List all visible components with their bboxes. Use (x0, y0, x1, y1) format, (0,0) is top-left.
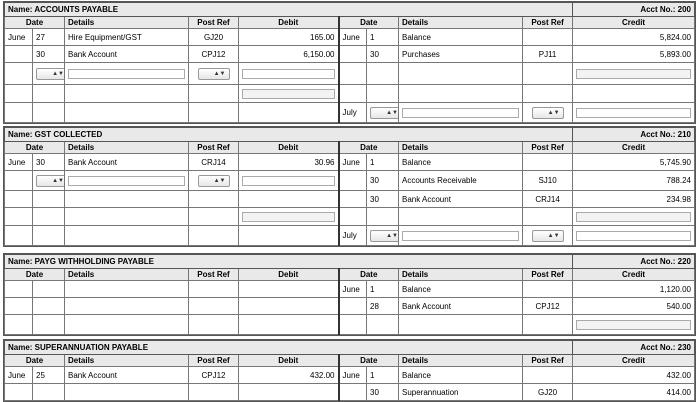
entry-details: Balance (399, 281, 523, 298)
entry-month: June (5, 29, 33, 46)
post-ref-select[interactable] (532, 230, 564, 242)
ledger-gst-collected (3, 126, 696, 247)
ledger-name: Name: SUPERANNUATION PAYABLE (5, 341, 573, 355)
debit-total-input[interactable] (242, 89, 335, 99)
col-post-ref: Post Ref (189, 17, 239, 29)
credit-input[interactable] (576, 231, 691, 241)
entry-ref: PJ11 (523, 46, 573, 63)
entry-debit: 432.00 (239, 367, 339, 384)
day-select[interactable] (370, 107, 399, 119)
table-row (5, 29, 695, 46)
entry-day: 1 (367, 29, 399, 46)
entry-day: 25 (33, 367, 65, 384)
post-ref-select[interactable] (532, 107, 564, 119)
select-arrows-icon: ▲▼ (52, 177, 64, 184)
select-arrows-icon: ▲▼ (213, 70, 226, 77)
table-row (5, 298, 695, 315)
col-post-ref: Post Ref (523, 17, 573, 29)
col-details: Details (65, 17, 189, 29)
table-row (5, 171, 695, 191)
ledger-superannuation-payable (3, 339, 696, 402)
ledger-name: Name: GST COLLECTED (5, 128, 573, 142)
entry-day: 30 (33, 154, 65, 171)
entry-ref (523, 281, 573, 298)
select-arrows-icon: ▲▼ (213, 177, 226, 184)
col-details: Details (399, 17, 523, 29)
col-credit: Credit (573, 142, 695, 154)
table-row (5, 281, 695, 298)
debit-input[interactable] (242, 176, 335, 186)
entry-ref (523, 154, 573, 171)
ledger-payg-withholding-payable (3, 253, 696, 336)
entry-ref: SJ10 (523, 171, 573, 191)
entry-credit: 5,745.90 (573, 154, 695, 171)
col-debit: Debit (239, 17, 339, 29)
col-date: Date (339, 269, 399, 281)
table-row (5, 384, 695, 401)
entry-day: 28 (367, 298, 399, 315)
entry-day: 30 (367, 191, 399, 208)
col-debit: Debit (239, 355, 339, 367)
select-arrows-icon: ▲▼ (386, 232, 398, 239)
details-input[interactable] (402, 231, 519, 241)
entry-month: July (339, 103, 367, 123)
entry-debit: 165.00 (239, 29, 339, 46)
entry-ref: GJ20 (523, 384, 573, 401)
entry-day: 1 (367, 367, 399, 384)
col-details: Details (65, 269, 189, 281)
ledger-name: Name: PAYG WITHHOLDING PAYABLE (5, 255, 573, 269)
entry-month (339, 46, 367, 63)
col-post-ref: Post Ref (523, 355, 573, 367)
entry-details: Bank Account (399, 191, 523, 208)
entry-month: June (339, 154, 367, 171)
entry-credit: 5,893.00 (573, 46, 695, 63)
col-post-ref: Post Ref (189, 355, 239, 367)
entry-details: Bank Account (65, 46, 189, 63)
acct-number: Acct No.: 210 (573, 128, 695, 142)
col-date: Date (339, 142, 399, 154)
col-post-ref: Post Ref (189, 142, 239, 154)
select-arrows-icon: ▲▼ (547, 232, 560, 239)
entry-details: Balance (399, 29, 523, 46)
details-input[interactable] (68, 176, 185, 186)
entry-month: June (5, 367, 33, 384)
select-arrows-icon: ▲▼ (52, 70, 64, 77)
entry-day: 1 (367, 154, 399, 171)
debit-total-input[interactable] (242, 212, 335, 222)
entry-day: 30 (367, 171, 399, 191)
entry-month: June (5, 154, 33, 171)
entry-details: Balance (399, 367, 523, 384)
entry-details: Hire Equipment/GST (65, 29, 189, 46)
entry-credit: 414.00 (573, 384, 695, 401)
col-credit: Credit (573, 17, 695, 29)
entry-debit: 30.96 (239, 154, 339, 171)
entry-credit: 234.98 (573, 191, 695, 208)
entry-debit: 6,150.00 (239, 46, 339, 63)
credit-total-input[interactable] (576, 212, 691, 222)
day-select[interactable] (36, 175, 65, 187)
entry-credit: 5,824.00 (573, 29, 695, 46)
entry-ref: GJ20 (189, 29, 239, 46)
entry-month: July (339, 226, 367, 246)
entry-month: June (339, 281, 367, 298)
entry-day: 30 (367, 384, 399, 401)
entry-details: Bank Account (65, 367, 189, 384)
day-select[interactable] (370, 230, 399, 242)
entry-credit: 1,120.00 (573, 281, 695, 298)
col-date: Date (5, 17, 65, 29)
entry-details: Superannuation (399, 384, 523, 401)
details-input[interactable] (68, 69, 185, 79)
table-row (5, 367, 695, 384)
acct-number: Acct No.: 230 (573, 341, 695, 355)
entry-ref: CPJ12 (189, 46, 239, 63)
entry-credit: 788.24 (573, 171, 695, 191)
entry-details: Bank Account (65, 154, 189, 171)
col-details: Details (399, 142, 523, 154)
entry-credit: 540.00 (573, 298, 695, 315)
entry-details: Balance (399, 154, 523, 171)
table-row (5, 46, 695, 63)
debit-entry-row (5, 63, 695, 85)
entry-day: 1 (367, 281, 399, 298)
entry-day: 30 (367, 46, 399, 63)
col-post-ref: Post Ref (523, 269, 573, 281)
ledger-name: Name: ACCOUNTS PAYABLE (5, 3, 573, 17)
post-ref-select[interactable] (198, 175, 230, 187)
entry-day: 27 (33, 29, 65, 46)
col-details: Details (65, 355, 189, 367)
entry-month (339, 384, 367, 401)
entry-details: Bank Account (399, 298, 523, 315)
entry-month (5, 46, 33, 63)
col-date: Date (339, 355, 399, 367)
col-debit: Debit (239, 269, 339, 281)
debit-input[interactable] (242, 69, 335, 79)
ledger-accounts-payable (3, 1, 696, 124)
col-details: Details (399, 269, 523, 281)
entry-ref (523, 367, 573, 384)
entry-ref: CPJ12 (189, 367, 239, 384)
table-row (5, 191, 695, 208)
credit-total-input[interactable] (576, 69, 691, 79)
entry-ref: CRJ14 (189, 154, 239, 171)
entry-day: 30 (33, 46, 65, 63)
credit-entry-row (5, 226, 695, 246)
entry-details: Purchases (399, 46, 523, 63)
details-input[interactable] (402, 108, 519, 118)
acct-number: Acct No.: 220 (573, 255, 695, 269)
col-post-ref: Post Ref (523, 142, 573, 154)
col-date: Date (5, 142, 65, 154)
entry-credit: 432.00 (573, 367, 695, 384)
col-details: Details (65, 142, 189, 154)
col-debit: Debit (239, 142, 339, 154)
col-post-ref: Post Ref (189, 269, 239, 281)
col-date: Date (339, 17, 399, 29)
post-ref-select[interactable] (198, 68, 230, 80)
col-date: Date (5, 355, 65, 367)
select-arrows-icon: ▲▼ (547, 109, 560, 116)
entry-month (339, 171, 367, 191)
select-arrows-icon: ▲▼ (386, 109, 398, 116)
entry-month (339, 298, 367, 315)
col-date: Date (5, 269, 65, 281)
col-credit: Credit (573, 269, 695, 281)
credit-entry-row (5, 103, 695, 123)
credit-input[interactable] (576, 108, 691, 118)
entry-month: June (339, 367, 367, 384)
entry-ref: CPJ12 (523, 298, 573, 315)
entry-month (339, 191, 367, 208)
col-credit: Credit (573, 355, 695, 367)
table-row (5, 154, 695, 171)
entry-details: Accounts Receivable (399, 171, 523, 191)
col-details: Details (399, 355, 523, 367)
credit-total-input[interactable] (576, 320, 691, 330)
entry-ref (523, 29, 573, 46)
day-select[interactable] (36, 68, 65, 80)
acct-number: Acct No.: 200 (573, 3, 695, 17)
entry-ref: CRJ14 (523, 191, 573, 208)
entry-month: June (339, 29, 367, 46)
